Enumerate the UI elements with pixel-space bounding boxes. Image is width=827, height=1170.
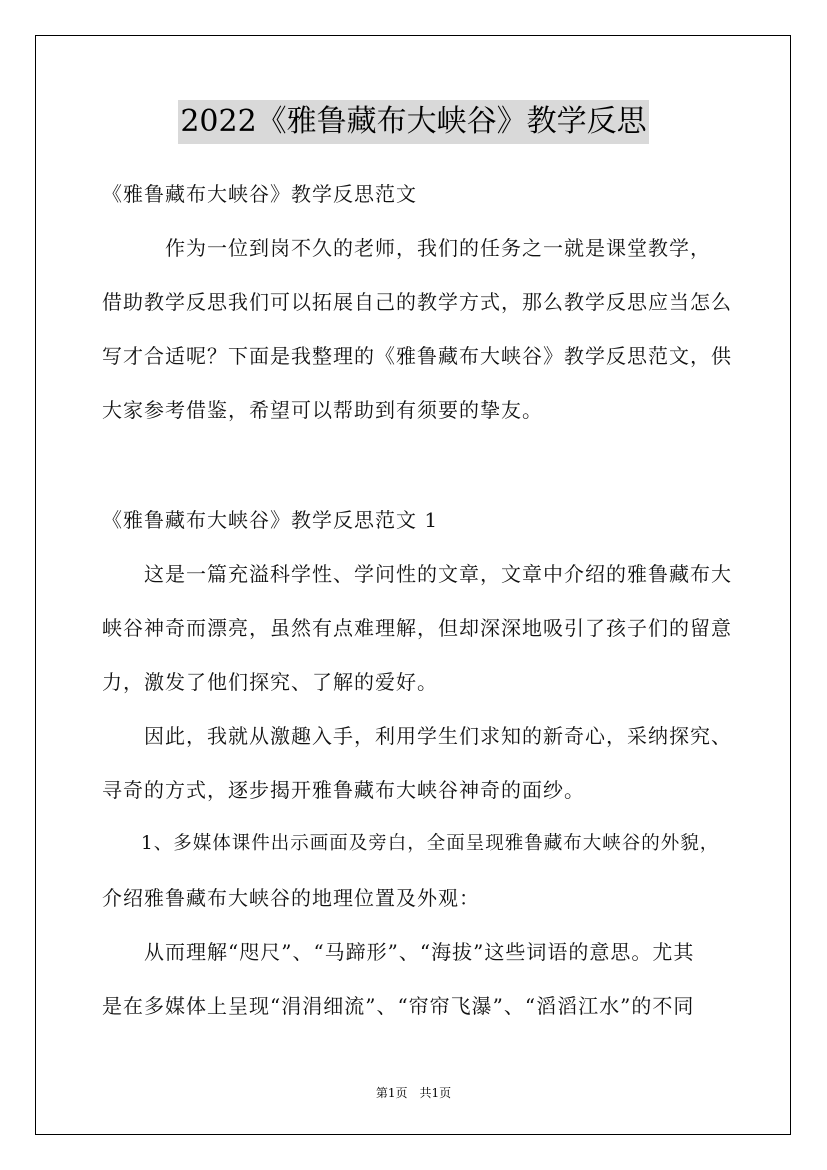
body-line: 寻奇的方式，逐步揭开雅鲁藏布大峡谷神奇的面纱。 [102,778,585,802]
body-line: 作为一位到岗不久的老师，我们的任务之一就是课堂教学， [102,236,711,260]
document-title: 2022《雅鲁藏布大峡谷》教学反思 [178,100,648,144]
body-line: 大家参考借鉴，希望可以帮助到有须要的挚友。 [102,398,543,422]
body-line: 从而理解“咫尺”、“马蹄形”、“海拔”这些词语的意思。尤其 [102,940,695,964]
body-line: 是在多媒体上呈现“涓涓细流”、“帘帘飞瀑”、“滔滔江水”的不同 [102,994,695,1018]
body-line: 峡谷神奇而漂亮，虽然有点难理解，但却深深地吸引了孩子们的留意 [102,616,732,640]
body-line: 写才合适呢？下面是我整理的《雅鲁藏布大峡谷》教学反思范文，供 [102,344,732,368]
body-line: 介绍雅鲁藏布大峡谷的地理位置及外观： [102,886,480,910]
title-wrap [0,100,827,144]
section-heading: 《雅鲁藏布大峡谷》教学反思范文 [102,182,417,206]
page-footer: 第1页 共1页 [375,1086,452,1100]
body-line: 因此，我就从激趣入手，利用学生们求知的新奇心，采纳探究、 [102,724,732,748]
section-heading: 《雅鲁藏布大峡谷》教学反思范文 1 [102,508,439,532]
body-line: 这是一篇充溢科学性、学问性的文章，文章中介绍的雅鲁藏布大 [102,562,732,586]
body-line: 借助教学反思我们可以拓展自己的教学方式，那么教学反思应当怎么 [102,290,732,314]
body-line: 力，激发了他们探究、了解的爱好。 [102,670,438,694]
body-line: 1、多媒体课件出示画面及旁白，全面呈现雅鲁藏布大峡谷的外貌， [102,833,720,854]
